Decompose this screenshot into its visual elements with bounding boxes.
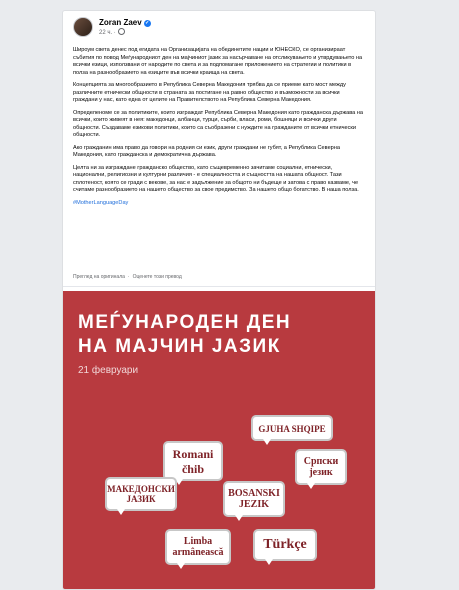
bubble-serbian-line1: Српски — [303, 456, 339, 467]
bubble-turkish-text: Türkçe — [263, 537, 307, 552]
bubble-aromanian-line2: armânească — [172, 547, 224, 558]
bubble-macedonian-line2: ЈАЗИК — [126, 494, 156, 504]
post-meta: 22 ч. · — [99, 28, 125, 36]
bubble-bosnian-line2: JEZIK — [238, 499, 269, 510]
see-original-link[interactable]: Преглед на оригинала — [73, 274, 125, 280]
post-image[interactable] — [63, 291, 375, 589]
bubble-albanian — [251, 415, 333, 441]
divider — [63, 286, 375, 287]
bubble-romani-line1: Romani — [172, 447, 214, 461]
post-card — [62, 10, 376, 590]
globe-icon — [118, 28, 125, 35]
translation-bar — [73, 274, 182, 280]
bubble-bosnian — [223, 481, 285, 517]
bubble-macedonian — [105, 477, 177, 511]
bubble-macedonian-line1: МАКЕДОНСКИ — [107, 484, 175, 494]
separator-dot: · — [127, 274, 130, 280]
post-text — [73, 47, 365, 212]
post-header — [73, 17, 363, 41]
bubble-romani-line2: čhib — [181, 462, 204, 476]
bubble-turkish — [253, 529, 317, 561]
poster-title — [78, 311, 291, 359]
post-paragraph-1: Широум света денес под егидата на Организацијата на обединетите нации и ЮНЕСКО, се организираат събития по повод Меѓународниот ден на мајчиниот јазик за насърчаване на отсликувањето и утврдувањето на всички езици, използвани от народите по света и за подпомагане приложението на стратегии и политики в полза на разнообразието на езиците във всички краища на света. — [73, 47, 363, 76]
post-paragraph-2: Концепцията за многообразието в Република Северна Македония трябва да се приеме като мост между различните етнически общности в страната за постигане на равно общество и възможности за всички граждани у нас, като една от целите на Правителството на Република Северна Македония. — [73, 82, 346, 103]
post-time[interactable]: 22 ч. — [99, 30, 113, 36]
rate-translation-link[interactable]: Оценете този превод — [132, 274, 182, 280]
verified-badge-icon: ✓ — [145, 20, 150, 26]
author-name-text[interactable]: Zoran Zaev — [99, 18, 142, 27]
post-paragraph-3: Определеноме се за политиките, които изграждат Република Северна Македония като гражданска държава на всички, които живеят в нея: македонци, албанци, турци, сърби, власи, роми, бошняци и всички други общности. Създаваме езикови политики, които са съобразени с нуждите на гражданите от всички етнически общности. — [73, 109, 363, 138]
poster-title-line2: НА МАЈЧИН ЈАЗИК — [78, 336, 281, 357]
bubble-albanian-text: GJUHA SHQIPE — [258, 424, 326, 434]
poster-title-line1: МЕЃУНАРОДЕН ДЕН — [78, 312, 292, 333]
poster-date: 21 февруари — [78, 365, 139, 376]
hashtag-link[interactable]: #MotherLanguageDay — [73, 199, 129, 206]
post-paragraph-4: Ако гражданин има право да говори на родния си език, други граждани не губят, а Република Северна Македония, като гражданска и демократична държава. — [73, 144, 340, 158]
bubble-aromanian — [165, 529, 231, 565]
author-avatar[interactable] — [73, 17, 93, 37]
bubble-aromanian-line1: Limba — [183, 536, 213, 547]
bubble-serbian — [295, 449, 347, 485]
post-paragraph-5: Целта ни за изграждане гражданско общество, като същевременно зачитаме социални, етнически, национални, религиозни и културни различия - е специалността и същността на нашата общност. Тази сплотеност, която се гради с векове, за нас е задължение за общото ни бъдеще и затова с право казваме, че считаме разнообразието на нашето общество за свое предимство. За нашето общо богатство. В наша полза. — [73, 164, 359, 193]
bubble-romani — [163, 441, 223, 481]
bubble-serbian-line2: језик — [309, 467, 333, 478]
author-name[interactable] — [99, 18, 151, 27]
bubble-bosnian-line1: BOSANSKI — [228, 488, 280, 499]
